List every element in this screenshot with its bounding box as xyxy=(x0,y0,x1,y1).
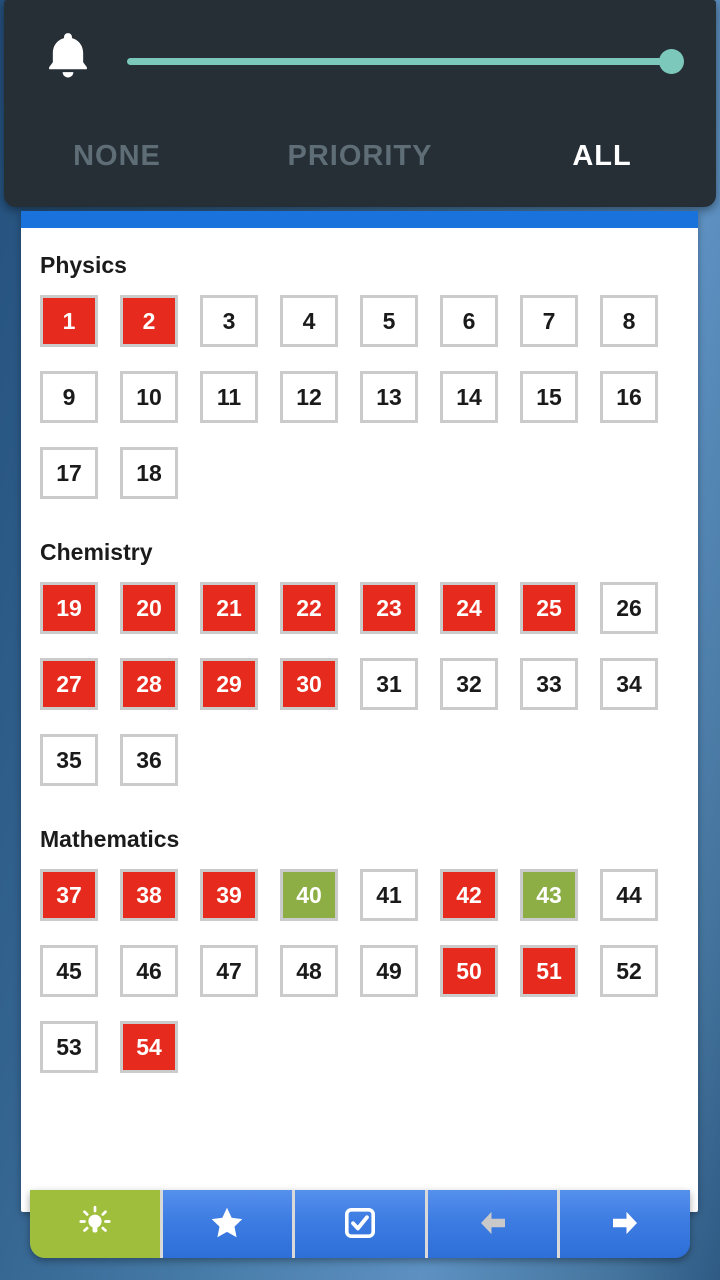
question-24[interactable]: 24 xyxy=(440,582,498,634)
volume-option-all[interactable]: ALL xyxy=(572,140,632,172)
star-icon xyxy=(209,1205,245,1244)
question-9[interactable]: 9 xyxy=(40,371,98,423)
question-41[interactable]: 41 xyxy=(360,869,418,921)
question-14[interactable]: 14 xyxy=(440,371,498,423)
question-46[interactable]: 46 xyxy=(120,945,178,997)
question-5[interactable]: 5 xyxy=(360,295,418,347)
volume-slider-thumb[interactable] xyxy=(659,49,684,74)
hint-button[interactable] xyxy=(30,1190,160,1258)
question-54[interactable]: 54 xyxy=(120,1021,178,1073)
question-53[interactable]: 53 xyxy=(40,1021,98,1073)
question-7[interactable]: 7 xyxy=(520,295,578,347)
card-header-bar xyxy=(21,211,698,228)
section-title: Mathematics xyxy=(40,826,180,852)
question-51[interactable]: 51 xyxy=(520,945,578,997)
next-button[interactable] xyxy=(557,1190,690,1258)
palette-section-mathematics xyxy=(40,826,698,1097)
question-1[interactable]: 1 xyxy=(40,295,98,347)
question-38[interactable]: 38 xyxy=(120,869,178,921)
question-35[interactable]: 35 xyxy=(40,734,98,786)
question-6[interactable]: 6 xyxy=(440,295,498,347)
question-11[interactable]: 11 xyxy=(200,371,258,423)
question-49[interactable]: 49 xyxy=(360,945,418,997)
volume-slider-track[interactable] xyxy=(127,58,673,65)
question-18[interactable]: 18 xyxy=(120,447,178,499)
question-19[interactable]: 19 xyxy=(40,582,98,634)
question-48[interactable]: 48 xyxy=(280,945,338,997)
question-21[interactable]: 21 xyxy=(200,582,258,634)
bottom-toolbar xyxy=(30,1190,690,1258)
question-15[interactable]: 15 xyxy=(520,371,578,423)
section-title: Chemistry xyxy=(40,539,153,565)
palette-section-physics xyxy=(40,252,698,523)
question-grid xyxy=(40,295,685,523)
question-45[interactable]: 45 xyxy=(40,945,98,997)
question-8[interactable]: 8 xyxy=(600,295,658,347)
question-34[interactable]: 34 xyxy=(600,658,658,710)
bookmark-button[interactable] xyxy=(160,1190,293,1258)
question-2[interactable]: 2 xyxy=(120,295,178,347)
volume-option-none[interactable]: NONE xyxy=(73,140,161,172)
review-button[interactable] xyxy=(292,1190,425,1258)
question-26[interactable]: 26 xyxy=(600,582,658,634)
question-25[interactable]: 25 xyxy=(520,582,578,634)
question-43[interactable]: 43 xyxy=(520,869,578,921)
question-33[interactable]: 33 xyxy=(520,658,578,710)
question-16[interactable]: 16 xyxy=(600,371,658,423)
lightbulb-icon xyxy=(77,1205,113,1244)
question-10[interactable]: 10 xyxy=(120,371,178,423)
palette-section-chemistry xyxy=(40,539,698,810)
question-37[interactable]: 37 xyxy=(40,869,98,921)
question-39[interactable]: 39 xyxy=(200,869,258,921)
question-grid xyxy=(40,582,685,810)
previous-button[interactable] xyxy=(425,1190,558,1258)
notification-volume-panel xyxy=(4,0,716,207)
question-50[interactable]: 50 xyxy=(440,945,498,997)
question-27[interactable]: 27 xyxy=(40,658,98,710)
question-36[interactable]: 36 xyxy=(120,734,178,786)
section-title: Physics xyxy=(40,252,127,278)
question-42[interactable]: 42 xyxy=(440,869,498,921)
arrow-right-icon xyxy=(607,1205,643,1244)
question-3[interactable]: 3 xyxy=(200,295,258,347)
bell-icon xyxy=(40,28,96,90)
question-17[interactable]: 17 xyxy=(40,447,98,499)
question-13[interactable]: 13 xyxy=(360,371,418,423)
question-31[interactable]: 31 xyxy=(360,658,418,710)
volume-option-priority[interactable]: PRIORITY xyxy=(287,140,433,172)
question-22[interactable]: 22 xyxy=(280,582,338,634)
question-23[interactable]: 23 xyxy=(360,582,418,634)
question-52[interactable]: 52 xyxy=(600,945,658,997)
question-28[interactable]: 28 xyxy=(120,658,178,710)
question-20[interactable]: 20 xyxy=(120,582,178,634)
question-grid xyxy=(40,869,685,1097)
question-44[interactable]: 44 xyxy=(600,869,658,921)
question-40[interactable]: 40 xyxy=(280,869,338,921)
question-32[interactable]: 32 xyxy=(440,658,498,710)
question-29[interactable]: 29 xyxy=(200,658,258,710)
question-12[interactable]: 12 xyxy=(280,371,338,423)
question-palette-card xyxy=(21,211,698,1212)
question-47[interactable]: 47 xyxy=(200,945,258,997)
checkbox-icon xyxy=(342,1205,378,1244)
question-30[interactable]: 30 xyxy=(280,658,338,710)
question-4[interactable]: 4 xyxy=(280,295,338,347)
arrow-left-icon xyxy=(475,1205,511,1244)
question-palette xyxy=(21,228,698,1097)
